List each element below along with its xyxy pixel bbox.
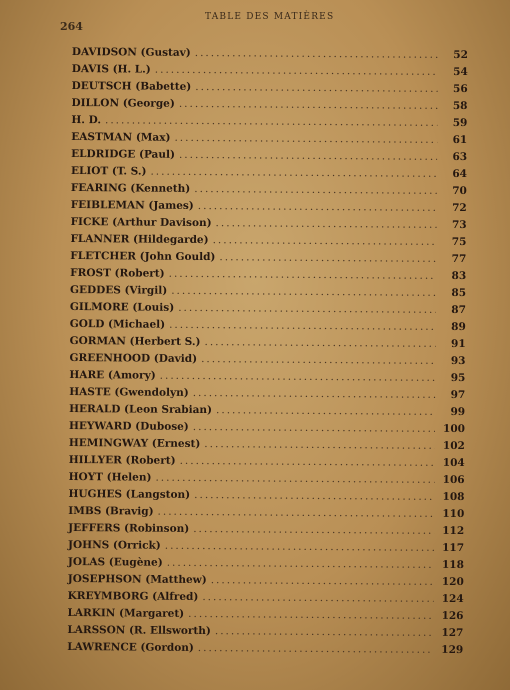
toc-entry-page: 126 [441,609,464,623]
toc-entry-name: ELIOT (T. S.) [70,164,147,178]
toc-entry-name: DAVIDSON (Gustav) [71,45,191,59]
toc-entry-name: GOLD (Michael) [69,317,166,331]
toc-entry-name: IMBS (Bravig) [68,504,154,518]
toc-entry-name: DEUTSCH (Babette) [71,79,192,93]
toc-entry-page: 112 [442,524,465,538]
toc-entry-name: GORMAN (Herbert S.) [69,334,201,349]
toc-entry-name: HERALD (Leon Srabian) [69,402,213,417]
dot-leader [160,368,436,387]
dot-leader [195,45,438,64]
toc-entry [67,639,463,659]
toc-entry-page: 91 [450,337,466,351]
toc-entry-page: 85 [451,286,467,300]
toc-entry-name: FEARING (Kenneth) [70,181,191,195]
toc-entry-page: 52 [453,48,468,62]
toc-entry-page: 97 [450,388,466,402]
toc-entry-page: 63 [452,150,468,164]
dot-leader [169,266,437,285]
dot-leader [215,623,434,642]
dot-leader [198,198,437,217]
toc-entry-page: 72 [452,201,467,215]
toc-entry-page: 59 [452,116,468,130]
toc-entry-name: HUGHES (Langston) [68,487,191,501]
toc-entry-page: 87 [451,303,466,317]
toc-entry-page: 129 [441,643,464,657]
toc-entry-name: JEFFERS (Robinson) [68,521,190,535]
toc-entry-page: 58 [452,99,468,113]
dot-leader [216,215,437,234]
toc-entry-name: JOLAS (Eugène) [67,555,163,569]
toc-entry-page: 127 [441,626,464,640]
toc-entry-name: HILLYER (Robert) [68,453,176,467]
toc-entry-page: 56 [452,82,468,96]
dot-leader [155,470,434,489]
dot-leader [193,521,434,540]
toc-entry-name: HEYWARD (Dubose) [68,419,189,433]
toc-entry-page: 120 [441,575,464,589]
toc-entry-name: FLETCHER (John Gould) [70,249,216,264]
dot-leader [167,555,434,574]
toc-entry-page: 110 [442,507,465,521]
dot-leader [216,402,435,421]
toc-entry-name: LARSSON (R. Ellsworth) [67,623,211,638]
toc-entry-name: JOHNS (Orrick) [68,538,161,552]
dot-leader [193,419,435,438]
dot-leader [165,538,434,557]
dot-leader [180,453,435,472]
toc-entry-page: 77 [451,252,467,266]
page-number: 264 [60,20,83,33]
toc-entry-page: 99 [450,405,466,419]
dot-leader [198,640,434,659]
dot-leader [194,487,434,506]
toc-entry-name: FEIBLEMAN (James) [70,198,194,212]
running-title: TABLE DES MATIÈRES [205,12,335,22]
toc-entry-page: 100 [443,422,466,436]
toc-entry-page: 117 [442,541,465,555]
toc-entry-page: 64 [452,167,468,181]
toc-entry-page: 54 [453,65,468,79]
toc-entry-name: HEMINGWAY (Ernest) [68,436,201,451]
toc-entry-name: ELDRIDGE (Paul) [71,147,176,161]
toc-entry-name: FICKE (Arthur Davison) [70,215,212,230]
toc-entry-page: 108 [442,490,465,504]
dot-leader [174,130,437,149]
dot-leader [193,385,436,404]
dot-leader [211,572,434,591]
table-of-contents [67,44,468,659]
dot-leader [171,283,436,302]
toc-entry-name: EASTMAN (Max) [71,130,171,144]
toc-entry-page: 118 [441,558,464,572]
toc-entry-name: LARKIN (Margaret) [67,606,185,620]
toc-entry-name: GREENHOOD (David) [69,351,198,365]
toc-entry-name: HASTE (Gwendolyn) [69,385,189,399]
dot-leader [179,147,437,166]
dot-leader [204,334,435,353]
toc-entry-page: 95 [450,371,466,385]
toc-entry-page: 104 [442,456,465,470]
toc-entry-page: 93 [450,354,466,368]
toc-entry-name: GEDDES (Virgil) [70,283,168,297]
toc-entry-name: FROST (Robert) [70,266,165,280]
toc-entry-page: 89 [451,320,466,334]
toc-entry-page: 83 [451,269,467,283]
dot-leader [219,249,436,268]
toc-entry-name: H. D. [71,113,102,127]
toc-entry-name: FLANNER (Hildegarde) [70,232,209,247]
toc-entry-name: JOSEPHSON (Matthew) [67,572,207,587]
dot-leader [213,232,437,251]
toc-entry-name: HARE (Amory) [69,368,156,382]
toc-entry-name: DILLON (George) [71,96,175,110]
toc-entry-name: KREYMBORG (Alfred) [67,589,199,604]
dot-leader [179,96,438,115]
dot-leader [195,79,438,98]
dot-leader [202,589,433,608]
dot-leader [157,504,434,523]
toc-entry-page: 73 [451,218,467,232]
toc-entry-page: 124 [441,592,464,606]
toc-entry-page: 102 [442,439,465,453]
dot-leader [201,351,436,370]
toc-entry-name: DAVIS (H. L.) [71,62,151,76]
dot-leader [204,436,435,455]
dot-leader [188,606,433,625]
toc-entry-name: LAWRENCE (Gordon) [67,640,194,654]
dot-leader [169,317,436,336]
toc-entry-page: 106 [442,473,465,487]
toc-entry-page: 75 [451,235,467,249]
toc-entry-name: HOYT (Helen) [68,470,152,484]
toc-entry-page: 61 [452,133,468,147]
dot-leader [194,181,437,200]
toc-entry-name: GILMORE (Louis) [69,300,175,314]
toc-entry-page: 70 [452,184,467,198]
dot-leader [178,300,436,319]
